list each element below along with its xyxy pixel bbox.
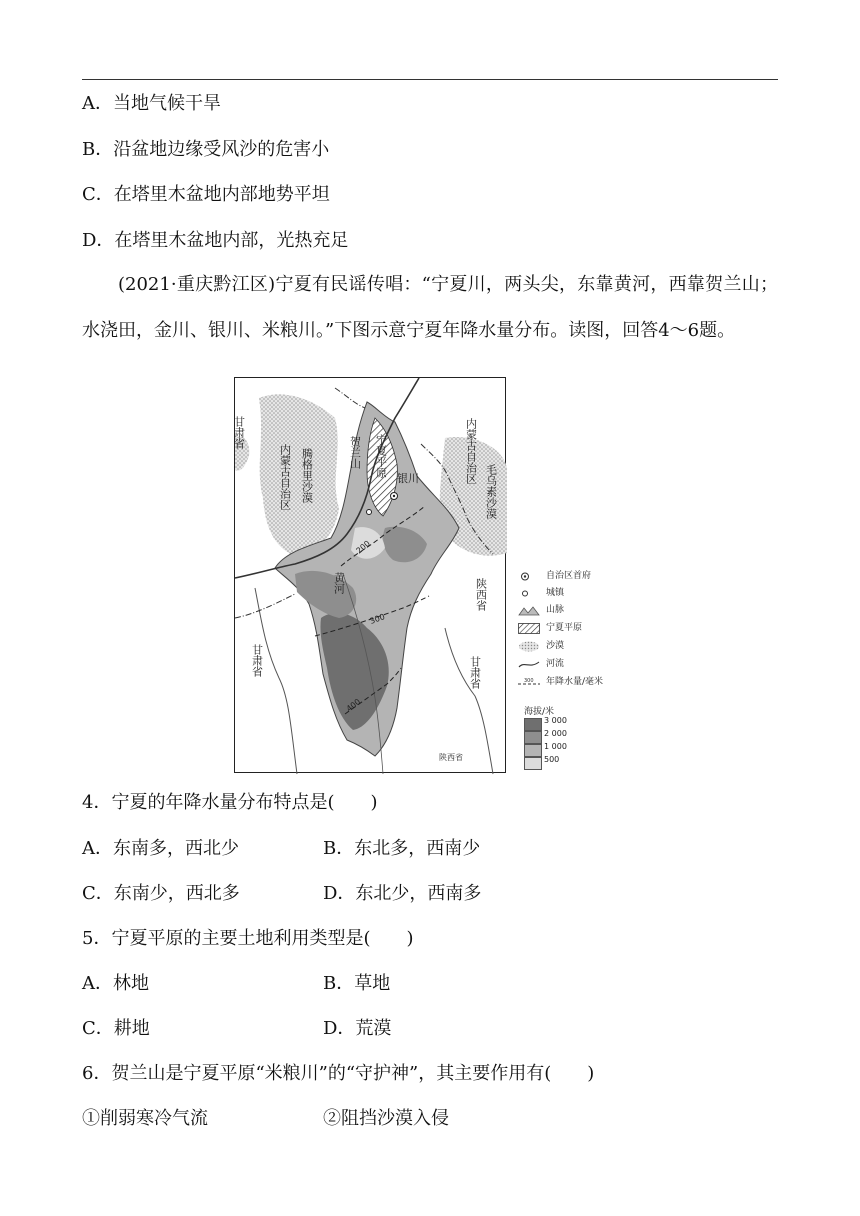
river-west — [255, 588, 297, 774]
q5-option-b: B．草地 — [323, 973, 391, 994]
q4-option-b: B．东北多，西南少 — [323, 838, 481, 859]
elev-swatch-1000 — [524, 744, 542, 757]
option-prev-a: A．当地气候干旱 — [82, 93, 221, 114]
legend-river: 河流 — [516, 658, 636, 672]
label-ningxia-plain: 宁夏平原 — [374, 434, 388, 478]
q4-option-a: A．东南多，西北少 — [82, 838, 239, 859]
label-gansu-sw: 甘肃省 — [250, 644, 264, 677]
q6-item-1: ①削弱寒冷气流 — [82, 1108, 208, 1129]
label-neimenggu-w: 内蒙古自治区 — [278, 444, 292, 510]
label-iso-200: 200 — [354, 538, 372, 556]
label-gansu-nw: 甘肃省 — [232, 416, 246, 449]
label-gansu-se: 甘肃省 — [468, 656, 482, 689]
top-rule — [82, 79, 778, 80]
label-yinchuan: 银川 — [397, 472, 419, 485]
q5-option-a: A．林地 — [82, 973, 149, 994]
legend-plain: 宁夏平原 — [516, 622, 636, 636]
ningxia-precipitation-map — [234, 377, 506, 773]
elev-val-3000: 3 000 — [544, 716, 567, 725]
town-marker — [367, 510, 372, 515]
label-helan: 贺兰山 — [348, 436, 362, 469]
elevation-title: 海拔/米 — [524, 707, 555, 717]
label-maowusu: 毛乌素沙漠 — [484, 464, 498, 519]
elev-swatch-2000 — [524, 731, 542, 744]
q4-option-d: D．东北少，西南多 — [323, 883, 482, 904]
intro-paragraph: (2021·重庆黔江区)宁夏有民谣传唱：“宁夏川，两头尖，东靠黄河，西靠贺兰山；水浇田，金川、银川、米粮川。”下图示意宁夏年降水量分布。读图，回答4～6题。 — [82, 274, 778, 341]
label-shaanxi-s: 陕西省 — [439, 753, 463, 762]
q6-item-2: ②阻挡沙漠入侵 — [323, 1108, 449, 1129]
q6-stem: 6．贺兰山是宁夏平原“米粮川”的“守护神”，其主要作用有( ) — [82, 1063, 595, 1084]
option-prev-d: D．在塔里木盆地内部，光热充足 — [82, 230, 349, 251]
option-prev-b: B．沿盆地边缘受风沙的危害小 — [82, 139, 330, 160]
q5-stem: 5．宁夏平原的主要土地利用类型是( ) — [82, 928, 414, 949]
elev-swatch-3000 — [524, 718, 542, 731]
label-iso-400: 400 — [344, 697, 363, 714]
label-iso-300: 300 — [368, 612, 387, 626]
elev-val-500: 500 — [544, 755, 560, 764]
label-tengger: 腾格里沙漠 — [300, 448, 314, 503]
tengger-desert-area — [259, 394, 339, 556]
map-legend — [516, 564, 636, 774]
svg-text:300: 300 — [524, 678, 534, 684]
border-south — [235, 594, 295, 618]
legend-town: 城镇 — [516, 587, 636, 601]
elev-val-1000: 1 000 — [544, 742, 567, 751]
label-shaanxi-e: 陕西省 — [474, 578, 488, 611]
border-north — [335, 388, 365, 408]
legend-capital: 自治区首府 — [516, 570, 636, 584]
q4-option-c: C．东南少，西北多 — [82, 883, 240, 904]
elev-val-2000: 2 000 — [544, 729, 567, 738]
map-svg — [232, 378, 507, 774]
legend-mountain: 山脉 — [516, 604, 636, 618]
legend-desert: 沙漠 — [516, 640, 636, 654]
elev-swatch-500 — [524, 757, 542, 770]
label-neimenggu-e: 内蒙古自治区 — [464, 418, 478, 484]
q4-stem: 4．宁夏的年降水量分布特点是( ) — [82, 792, 378, 813]
option-prev-c: C．在塔里木盆地内部地势平坦 — [82, 184, 330, 205]
legend-isoline: 300 年降水量/毫米 — [524, 677, 604, 687]
q5-option-d: D．荒漠 — [323, 1018, 392, 1039]
label-huanghe: 黄河 — [332, 572, 346, 594]
q5-option-c: C．耕地 — [82, 1018, 150, 1039]
